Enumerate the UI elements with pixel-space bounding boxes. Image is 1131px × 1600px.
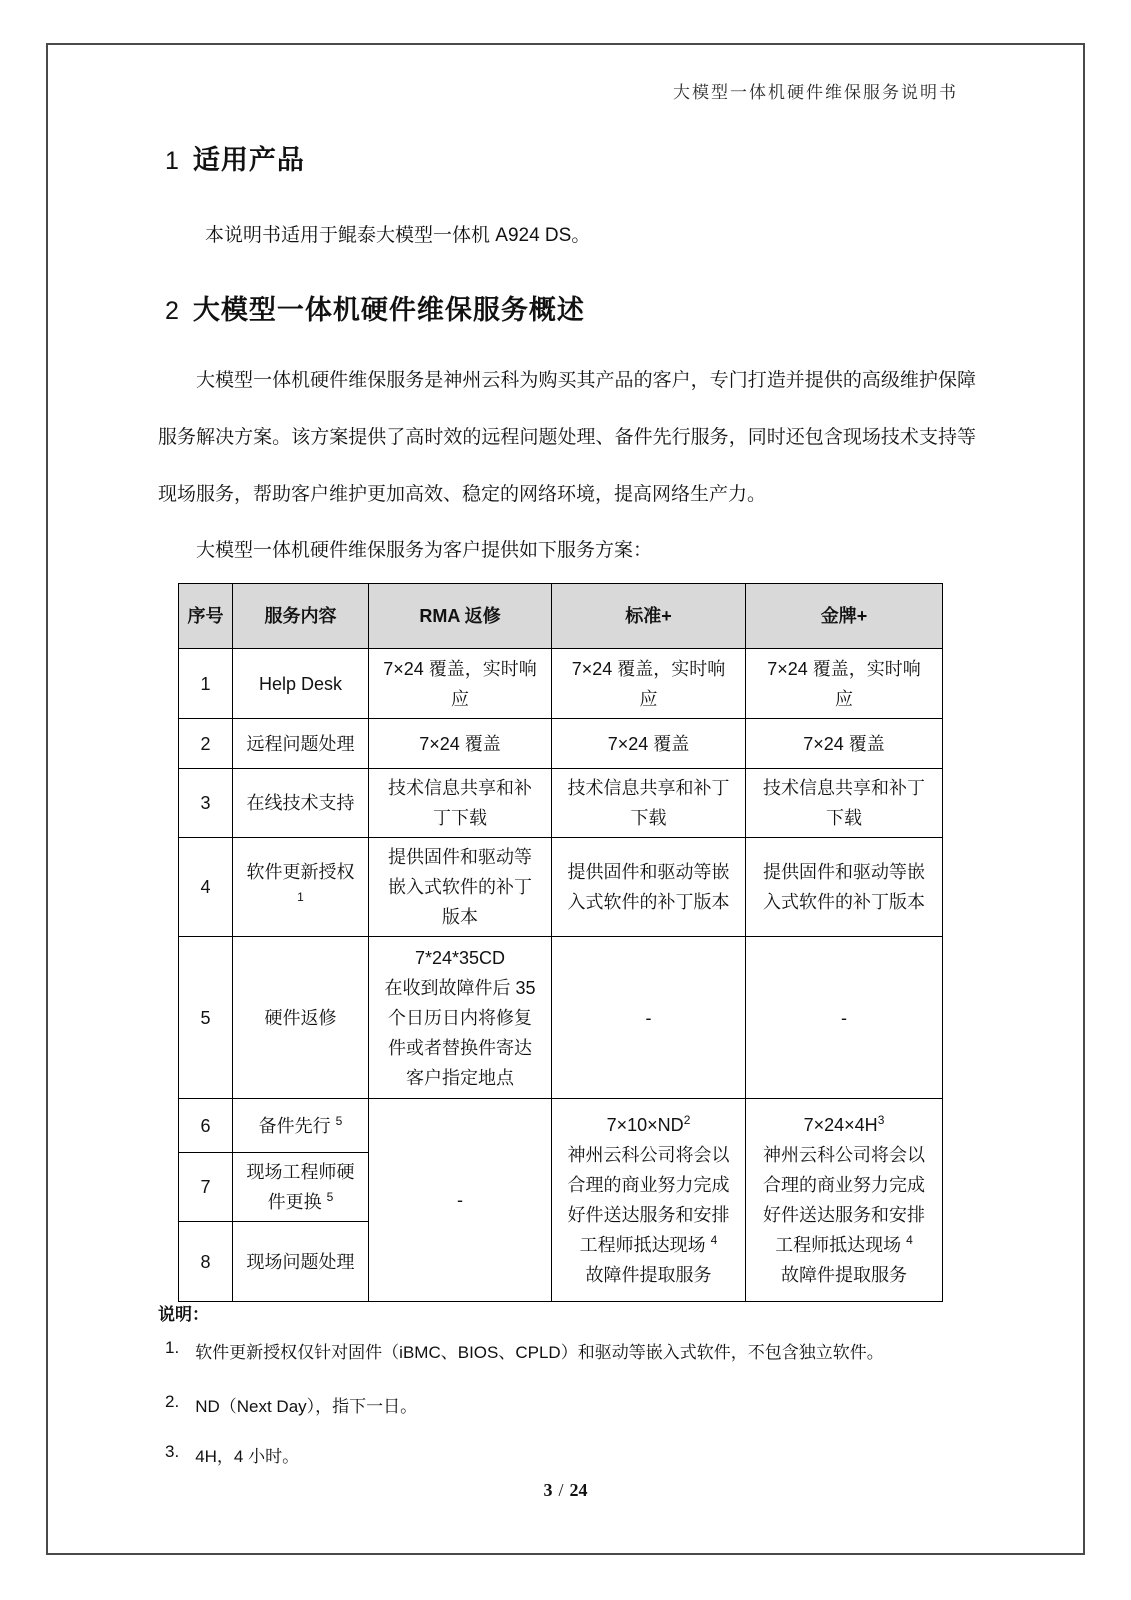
cell-service <box>233 1222 369 1302</box>
table-row <box>179 649 943 719</box>
cell-line: 远程问题处理 <box>246 733 355 754</box>
cell-line: 入式软件的补丁版本 <box>763 892 925 912</box>
cell-line: 技术信息共享和补丁 <box>567 778 730 798</box>
cell-line: 7*24*35CD <box>414 947 506 968</box>
cell-service <box>233 719 369 769</box>
section-1-body: 本说明书适用于鲲泰大模型一体机 A924 DS。 <box>205 225 591 246</box>
cell-line: 7×24 覆盖，实时响 <box>571 658 726 679</box>
section-2-title: 大模型一体机硬件维保服务概述 <box>192 295 585 325</box>
cell-line: 现场问题处理 <box>246 1251 355 1272</box>
cell-line: 1 <box>297 890 304 904</box>
cell-rma <box>369 769 552 838</box>
cell-gold <box>746 649 943 719</box>
cell-line: 7×24 覆盖 <box>607 733 690 754</box>
cell-seq: 3 <box>179 769 233 838</box>
page-number-current: 3 <box>543 1480 553 1500</box>
cell-seq: 6 <box>179 1099 233 1153</box>
col-header-standard-plus: 标准+ <box>552 584 746 649</box>
service-plan-table <box>178 583 943 1302</box>
table-row <box>179 719 943 769</box>
note-item <box>165 1392 417 1417</box>
table-row <box>179 937 943 1099</box>
note-item <box>165 1338 884 1363</box>
cell-standard <box>552 719 746 769</box>
page-number-total: 24 <box>569 1480 588 1500</box>
cell-line: 软件更新授权 <box>246 862 355 882</box>
cell-line: 个日历日内将修复 <box>388 1007 532 1028</box>
cell-line: 7×24 覆盖，实时响 <box>767 658 921 679</box>
section-1-heading <box>165 138 305 177</box>
cell-line: Help Desk <box>258 673 343 694</box>
note-number: 2. <box>165 1392 180 1411</box>
cell-service <box>233 937 369 1099</box>
cell-line: $7\times 24\times 4H^3$ <box>803 1113 885 1135</box>
cell-gold <box>746 937 943 1099</box>
cell-line: - <box>457 1190 463 1210</box>
cell-line: 工程师抵达现场 $^4$ <box>579 1233 718 1255</box>
cell-line: 客户指定地点 <box>406 1067 514 1088</box>
cell-line: 下载 <box>630 808 667 828</box>
cell-line: - <box>841 1007 847 1028</box>
table-row <box>179 769 943 838</box>
cell-line: 应 <box>835 688 853 709</box>
page-number <box>0 1480 1131 1501</box>
cell-line: 在线技术支持 <box>246 793 355 813</box>
cell-line: 提供固件和驱动等嵌 <box>567 862 730 882</box>
cell-rma-merged <box>369 1099 552 1302</box>
cell-line: 入式软件的补丁版本 <box>567 892 730 912</box>
cell-line: 提供固件和驱动等 <box>388 847 532 867</box>
cell-service <box>233 1153 369 1222</box>
section-1-title: 适用产品 <box>192 145 305 175</box>
cell-line: 下载 <box>826 808 862 828</box>
cell-line: 版本 <box>442 907 478 927</box>
section-2-number: 2 <box>165 297 179 325</box>
cell-gold-merged <box>746 1099 943 1302</box>
cell-line: 件更换 $^5$ <box>267 1190 334 1212</box>
table-lead-in: 大模型一体机硬件维保服务为客户提供如下服务方案： <box>196 540 653 561</box>
col-header-seq: 序号 <box>179 584 233 649</box>
cell-line: 提供固件和驱动等嵌 <box>763 862 925 882</box>
cell-line: 合理的商业努力完成 <box>567 1175 730 1195</box>
section-2-paragraph: 大模型一体机硬件维保服务是神州云科为购买其产品的客户，专门打造并提供的高级维护保障服务解决方案。该方案提供了高时效的远程问题处理、备件先行服务，同时还包含现场技术支持等现场服务，帮助客户维护更加高效、稳定的网络环境，提高网络生产力。 <box>158 370 976 505</box>
note-number: 1. <box>165 1338 180 1357</box>
cell-line: 合理的商业努力完成 <box>763 1175 925 1195</box>
cell-service <box>233 838 369 937</box>
note-item <box>165 1442 299 1467</box>
cell-line: 神州云科公司将会以 <box>763 1145 925 1165</box>
cell-line: $7\times 10\times ND^2$ <box>606 1113 691 1135</box>
col-header-gold-plus: 金牌+ <box>746 584 943 649</box>
cell-rma <box>369 719 552 769</box>
cell-gold <box>746 769 943 838</box>
cell-service <box>233 649 369 719</box>
cell-line: 故障件提取服务 <box>585 1265 712 1285</box>
cell-gold <box>746 838 943 937</box>
cell-seq: 8 <box>179 1222 233 1302</box>
cell-line: 工程师抵达现场 $^4$ <box>775 1233 913 1255</box>
note-text: 软件更新授权仅针对固件（iBMC、BIOS、CPLD）和驱动等嵌入式软件，不包含独立软件。 <box>195 1343 884 1362</box>
cell-line: 丁下载 <box>433 808 487 828</box>
cell-service <box>233 769 369 838</box>
cell-rma <box>369 838 552 937</box>
note-number: 3. <box>165 1442 180 1461</box>
section-2-heading <box>165 288 585 327</box>
cell-gold <box>746 719 943 769</box>
cell-line: 7×24 覆盖，实时响 <box>383 658 537 679</box>
cell-line: 备件先行 $^5$ <box>258 1113 343 1136</box>
table-row <box>179 1099 943 1153</box>
cell-line: 在收到故障件后 35 <box>384 977 536 998</box>
cell-standard <box>552 769 746 838</box>
cell-seq: 2 <box>179 719 233 769</box>
cell-seq: 4 <box>179 838 233 937</box>
cell-rma <box>369 937 552 1099</box>
cell-line: 故障件提取服务 <box>781 1265 907 1285</box>
document-header-title: 大模型一体机硬件维保服务说明书 <box>673 83 958 102</box>
cell-line: 应 <box>451 688 469 709</box>
cell-seq: 7 <box>179 1153 233 1222</box>
cell-line: 技术信息共享和补 <box>388 778 532 798</box>
cell-line: 好件送达服务和安排 <box>763 1205 925 1225</box>
cell-line: 硬件返修 <box>264 1007 337 1028</box>
cell-standard <box>552 937 746 1099</box>
note-text: ND（Next Day），指下一日。 <box>195 1397 418 1416</box>
cell-standard-merged <box>552 1099 746 1302</box>
col-header-service: 服务内容 <box>233 584 369 649</box>
cell-line: 技术信息共享和补丁 <box>763 778 925 798</box>
table-row <box>179 838 943 937</box>
section-1-number: 1 <box>165 147 179 175</box>
cell-line: 7×24 覆盖 <box>803 733 885 754</box>
cell-line: 应 <box>639 688 658 709</box>
cell-rma <box>369 649 552 719</box>
page-number-separator: / <box>558 1480 564 1500</box>
cell-line: 件或者替换件寄达 <box>388 1037 532 1058</box>
table-header-row <box>179 584 943 649</box>
cell-line: 好件送达服务和安排 <box>567 1205 730 1225</box>
note-text: 4H，4 小时。 <box>195 1447 300 1466</box>
cell-seq: 1 <box>179 649 233 719</box>
cell-line: 嵌入式软件的补丁 <box>388 877 532 897</box>
cell-standard <box>552 649 746 719</box>
notes-label: 说明： <box>158 1305 209 1324</box>
cell-line: 现场工程师硬 <box>246 1162 355 1182</box>
cell-line: 7×24 覆盖 <box>419 733 501 754</box>
cell-line: 神州云科公司将会以 <box>567 1145 730 1165</box>
col-header-rma: RMA 返修 <box>369 584 552 649</box>
cell-seq: 5 <box>179 937 233 1099</box>
cell-service <box>233 1099 369 1153</box>
cell-standard <box>552 838 746 937</box>
cell-line: - <box>645 1007 652 1028</box>
